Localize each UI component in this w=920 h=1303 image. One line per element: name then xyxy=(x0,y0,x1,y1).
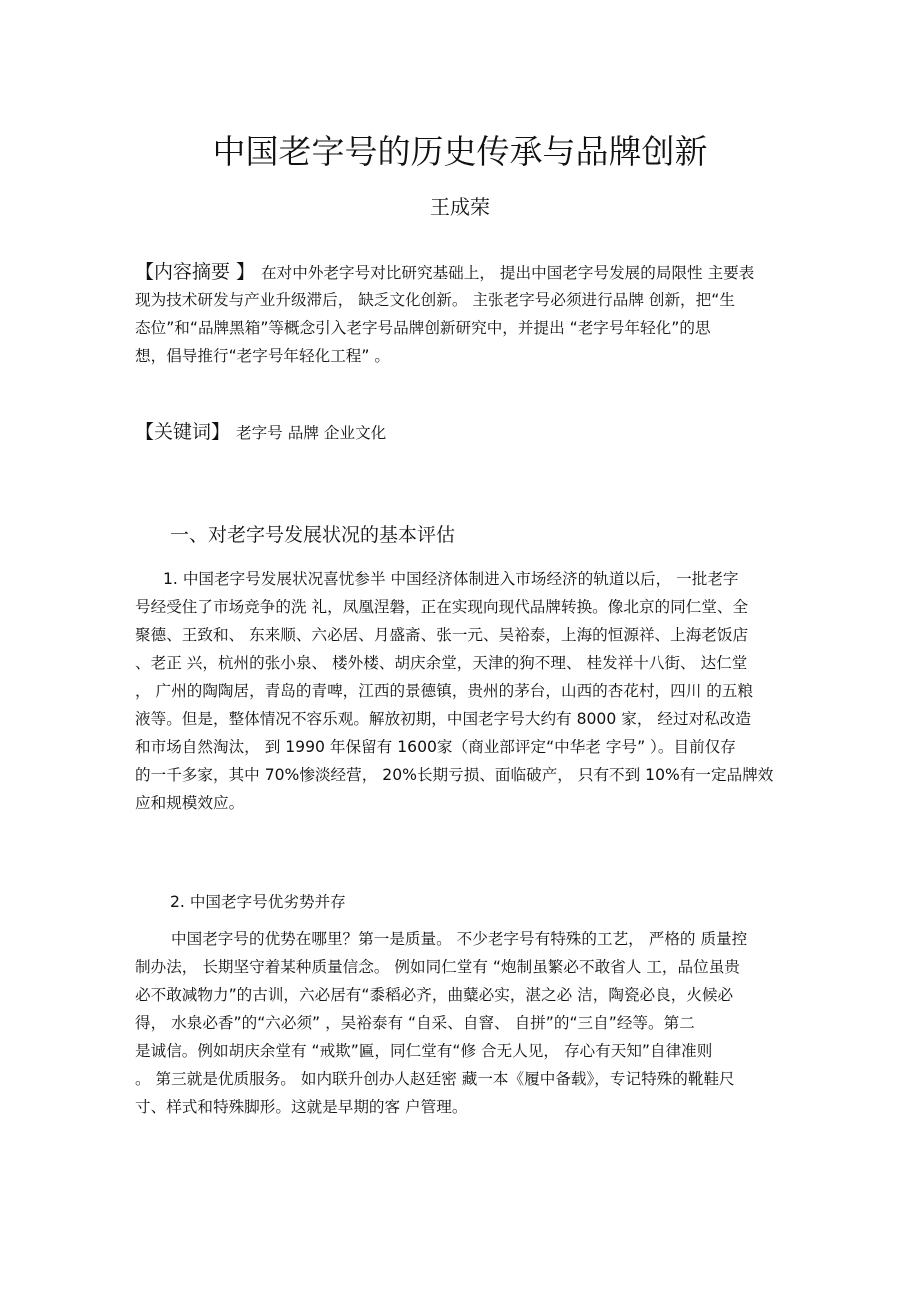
abstract-line xyxy=(135,258,795,286)
paragraph-line: 液等。但是，整体情况不容乐观。解放初期，中国老字号大约有 8000 家， 经过对私改造 xyxy=(135,710,751,728)
paragraph-line: 和市场自然淘汰， 到 1990 年保留有 1600家（商业部评定“中华老 字号” ）。目前仅存 xyxy=(135,738,736,756)
paragraph-line: ， 广州的陶陶居，青岛的青啤，江西的景德镇，贵州的茅台，山西的杏花村，四川 的五粮 xyxy=(135,682,754,700)
paragraph-2 xyxy=(135,925,795,1121)
abstract-line: 态位”和“品牌黑箱”等概念引入老字号品牌创新研究中，并提出 “老字号年轻化”的思 xyxy=(135,319,711,337)
section-heading: 一、对老字号发展状况的基本评估 xyxy=(170,524,456,546)
keywords-block xyxy=(135,418,795,446)
paragraph-line: 1. 中国老字号发展状况喜忧参半 中国经济体制进入市场经济的轨道以后， 一批老字 xyxy=(163,570,739,588)
paragraph-line: 必不敢减物力”的古训，六必居有“黍稻必齐，曲糵必实，湛之必 洁，陶瓷必良，火候必 xyxy=(135,986,734,1004)
paragraph-line: 得， 水泉必香”的“六必须” ，吴裕泰有 “自采、自窨、 自拼”的“三自”经等。第二 xyxy=(135,1014,695,1032)
keywords-text: 老字号 品牌 企业文化 xyxy=(236,424,387,442)
paragraph-line: 中国老字号的优势在哪里？第一是质量。 不少老字号有特殊的工艺， 严格的 质量控 xyxy=(171,930,748,948)
abstract-text: 在对中外老字号对比研究基础上， 提出中国老字号发展的局限性 主要表 xyxy=(261,264,755,282)
document-title: 中国老字号的历史传承与品牌创新 xyxy=(212,132,708,171)
paragraph-line: 。 第三就是优质服务。 如内联升创办人赵廷密 藏一本《履中备载》，专记特殊的靴鞋尺 xyxy=(135,1070,735,1088)
paragraph-line: 应和规模效应。 xyxy=(135,794,245,812)
keywords-label: 【关键词】 xyxy=(135,421,231,443)
paragraph-line: 、老正 兴，杭州的张小泉、 楼外楼、胡庆余堂，天津的狗不理、 桂发祥十八街、 达仁堂 xyxy=(135,654,748,672)
paragraph-line: 是诚信。例如胡庆余堂有 “戒欺”匾，同仁堂有“修 合无人见， 存心有天知”自律准则 xyxy=(135,1042,713,1060)
abstract-line: 现为技术研发与产业升级滞后， 缺乏文化创新。 主张老字号必须进行品牌 创新，把“生 xyxy=(135,291,735,309)
paragraph-1 xyxy=(135,565,795,817)
paragraph-line: 制办法， 长期坚守着某种质量信念。 例如同仁堂有 “炮制虽繁必不敢省人 工，品位虽贵 xyxy=(135,958,740,976)
paragraph-line: 号经受住了市场竞争的洗 礼，凤凰涅磐，正在实现向现代品牌转换。像北京的同仁堂、全 xyxy=(135,598,749,616)
paragraph-line: 聚德、王致和、 东来顺、六必居、月盛斋、张一元、吴裕泰，上海的恒源祥、上海老饭店 xyxy=(135,626,749,644)
abstract-label: 【内容摘要 】 xyxy=(135,261,256,283)
abstract-block xyxy=(135,258,795,370)
abstract-line: 想，倡导推行“老字号年轻化工程” 。 xyxy=(135,347,391,365)
author-name: 王成荣 xyxy=(430,195,490,219)
subsection-heading: 2. 中国老字号优劣势并存 xyxy=(170,893,346,911)
paragraph-line: 寸、样式和特殊脚形。这就是早期的客 户管理。 xyxy=(135,1098,468,1116)
paragraph-line: 的一千多家，其中 70%惨淡经营， 20%长期亏损、面临破产， 只有不到 10%有一定品牌效 xyxy=(135,766,774,784)
